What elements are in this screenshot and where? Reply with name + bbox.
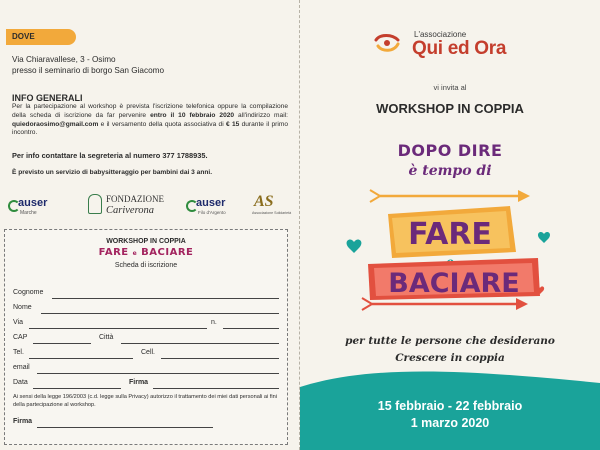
auser-filo-logo [186,192,250,218]
registration-form [4,229,288,445]
form-fare-baciare [5,247,287,258]
email-label: email [13,364,30,371]
as-logo [252,192,292,218]
numero-label: n. [211,319,217,326]
contact-line: Per info contattare la segreteria al numero 377 1788935. [12,151,208,160]
cap-field[interactable] [33,343,91,344]
via-label: Via [13,319,23,326]
dates-line-2: 1 marzo 2020 [410,416,490,430]
tel-row [13,349,279,361]
firma-field[interactable] [153,388,279,389]
data-field[interactable] [33,388,121,389]
firma-label: Firma [129,379,149,386]
nome-field[interactable] [41,313,279,314]
form-baciare: BACIARE [141,247,194,258]
form-subtitle: Scheda di iscrizione [114,262,178,269]
art-baciare-text: BACIARE [388,268,520,299]
dates-line-1: 15 febbraio - 22 febbraio [377,399,523,413]
firma-bottom-label: Firma [13,418,33,425]
nome-row [13,304,279,316]
dove-label: DOVE [6,29,76,45]
citta-label: Città [99,334,114,341]
nome-label: Nome [13,304,32,311]
invite-text: vi invita al [433,83,467,92]
address-line-2: presso il seminario di borgo San Giacomo [12,66,164,75]
cap-label: CAP [13,334,28,341]
address [12,54,292,76]
info-text-4: durante il primo incontro. [12,120,288,137]
tagline-line-2: Crescere in coppia [395,352,505,364]
form-fare: FARE [98,247,129,258]
cognome-label: Cognome [13,289,44,296]
form-title: WORKSHOP IN COPPIA [106,238,186,245]
cap-row [13,334,279,346]
info-paragraph [12,103,288,138]
via-row [13,319,279,331]
auser-logo-sub: Marche [20,210,37,216]
cognome-row [13,289,279,301]
via-field[interactable] [29,328,207,329]
auser-logo-word: auser [18,197,48,209]
babysitting-line: È previsto un servizio di babysitteraggio per bambini dai 3 anni. [12,169,213,176]
cell-label: Cell. [141,349,156,356]
firma-bottom-row [13,418,279,430]
cognome-field[interactable] [52,298,279,299]
info-text-1: Per la partecipazione al workshop è prevista l'iscrizione telefonica oppure la compilazione della scheda di iscrizione da far pervenire [12,103,288,119]
art-fare-text: FARE [408,217,492,252]
tempo-di-text: è tempo di [408,163,492,179]
qui-ed-ora-swirl-icon [372,32,402,54]
workshop-title: WORKSHOP IN COPPIA [376,101,524,116]
address-line-1: Via Chiaravallese, 3 - Osimo [12,55,116,64]
data-firma-row [13,379,279,391]
arrow-bottom-icon [362,298,528,310]
email-field[interactable] [37,373,279,374]
fare-baciare-banner [340,180,560,320]
info-deadline: entro il 10 febbraio 2020 [150,111,235,119]
qui-ed-ora-logo [372,22,542,62]
cell-field[interactable] [161,358,279,359]
assoc-name: Qui ed Ora [412,38,507,59]
tel-label: Tel. [13,349,24,356]
auser-marche-logo [8,192,70,218]
assoc-intro: L'associazione [414,30,467,39]
info-text-3: e il versamento della quota associativa di [98,120,226,128]
form-e: e [132,250,138,257]
fondazione-emblem-icon [88,194,102,214]
right-panel [300,0,600,450]
heart-icon [538,232,550,243]
tagline-line-1: per tutte le persone che desiderano [345,335,555,347]
fondazione-logo-line1: FONDAZIONE [106,194,164,204]
privacy-notice: Ai sensi della legge 196/2003 (c.d. legge sulla Privacy) autorizzo il trattamento dei miei dati personali ai fini della partecipazione al workshop. [13,394,277,408]
data-label: Data [13,379,28,386]
as-logo-mark: AS [254,193,274,210]
info-email: quiedoraosimo@gmail.com [12,120,99,128]
email-row [13,364,279,376]
sponsor-logos [8,190,292,220]
fondazione-cariverona-logo [88,190,172,220]
tel-field[interactable] [29,358,133,359]
arrow-top-icon [370,190,530,202]
auser2-logo-sub: Filo d'Argento [198,210,226,215]
firma-bottom-field[interactable] [37,427,213,428]
citta-field[interactable] [121,343,279,344]
tagline [300,333,600,367]
info-fee: € 15 [225,120,240,128]
info-heading: INFO GENERALI [12,93,83,103]
auser2-logo-word: auser [196,197,226,209]
dopo-dire-text: DOPO DIRE [397,141,503,160]
heart-icon [347,240,362,253]
info-text-2: all'indirizzo mail: [234,111,288,119]
fondazione-logo-line2: Cariverona [106,205,155,216]
numero-field[interactable] [223,328,279,329]
as-logo-sub: Associazione Solidarietà [252,211,292,215]
